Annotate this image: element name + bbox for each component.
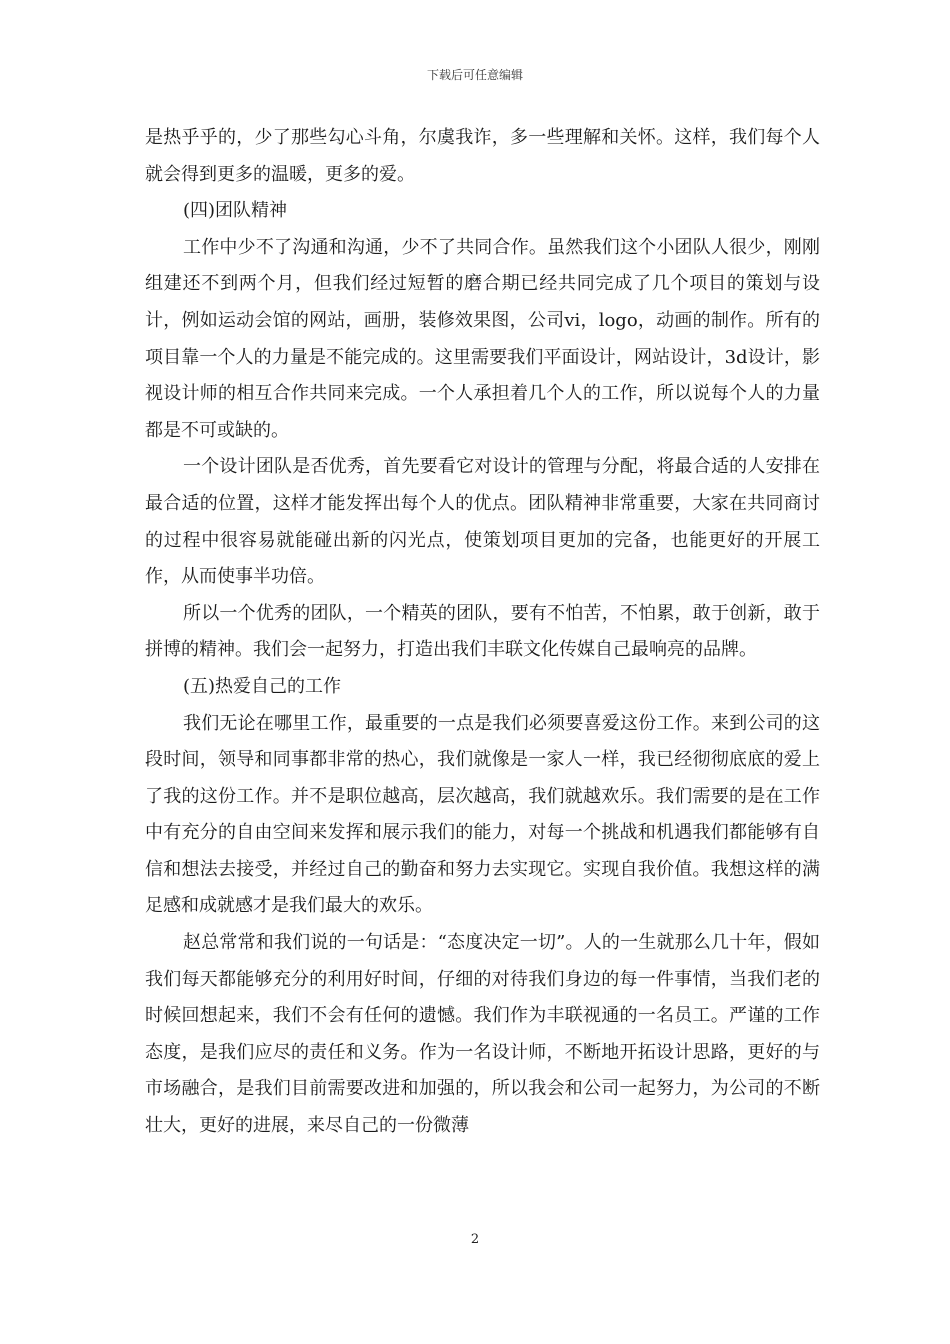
document-body <box>145 120 820 1145</box>
paragraph-team-management: 一个设计团队是否优秀，首先要看它对设计的管理与分配，将最合适的人安排在最合适的位置，这样才能发挥出每个人的优点。团队精神非常重要，大家在共同商讨的过程中很容易就能碰出新的闪光点，使策划项目更加的完备，也能更好的开展工作，从而使事半功倍。 <box>145 456 820 588</box>
paragraph-attitude: 赵总常常和我们说的一句话是：“态度决定一切”。人的一生就那么几十年，假如我们每天都能够充分的利用好时间，仔细的对待我们身边的每一件事情，当我们老的时候回想起来，我们不会有任何的遗憾。我们作为丰联视通的一名员工。严谨的工作态度，是我们应尽的责任和义务。作为一名设计师，不断地开拓设计思路，更好的与市场融合，是我们目前需要改进和加强的，所以我会和公司一起努力，为公司的不断壮大，更好的进展，来尽自己的一份微薄 <box>145 932 820 1137</box>
page-header: 下载后可任意编辑 <box>426 68 523 82</box>
page-number: 2 <box>470 1232 480 1247</box>
section-heading-love-work: (五)热爱自己的工作 <box>183 675 342 697</box>
paragraph-continuation: 是热乎乎的，少了那些勾心斗角，尔虞我诈，多一些理解和关怀。这样，我们每个人就会得到更多的温暖，更多的爱。 <box>145 127 820 185</box>
section-heading-team-spirit: (四)团队精神 <box>183 200 288 222</box>
paragraph-team-cooperation: 工作中少不了沟通和沟通，少不了共同合作。虽然我们这个小团队人很少，刚刚组建还不到两个月，但我们经过短暂的磨合期已经共同完成了几个项目的策划与设计，例如运动会馆的网站，画册，装修效果图，公司vi，logo，动画的制作。所有的项目靠一个人的力量是不能完成的。这里需要我们平面设计，网站设计，3d设计，影视设计师的相互合作共同来完成。一个人承担着几个人的工作，所以说每个人的力量都是不可或缺的。 <box>145 236 820 441</box>
paragraph-elite-team: 所以一个优秀的团队，一个精英的团队，要有不怕苦，不怕累，敢于创新，敢于拼博的精神。我们会一起努力，打造出我们丰联文化传媒自己最响亮的品牌。 <box>145 602 820 661</box>
paragraph-love-work: 我们无论在哪里工作，最重要的一点是我们必须要喜爱这份工作。来到公司的这段时间，领导和同事都非常的热心，我们就像是一家人一样，我已经彻彻底底的爱上了我的这份工作。并不是职位越高，层次越高，我们就越欢乐。我们需要的是在工作中有充分的自由空间来发挥和展示我们的能力，对每一个挑战和机遇我们都能够有自信和想法去接受，并经过自己的勤奋和努力去实现它。实现自我价值。我想这样的满足感和成就感才是我们最大的欢乐。 <box>145 712 820 917</box>
